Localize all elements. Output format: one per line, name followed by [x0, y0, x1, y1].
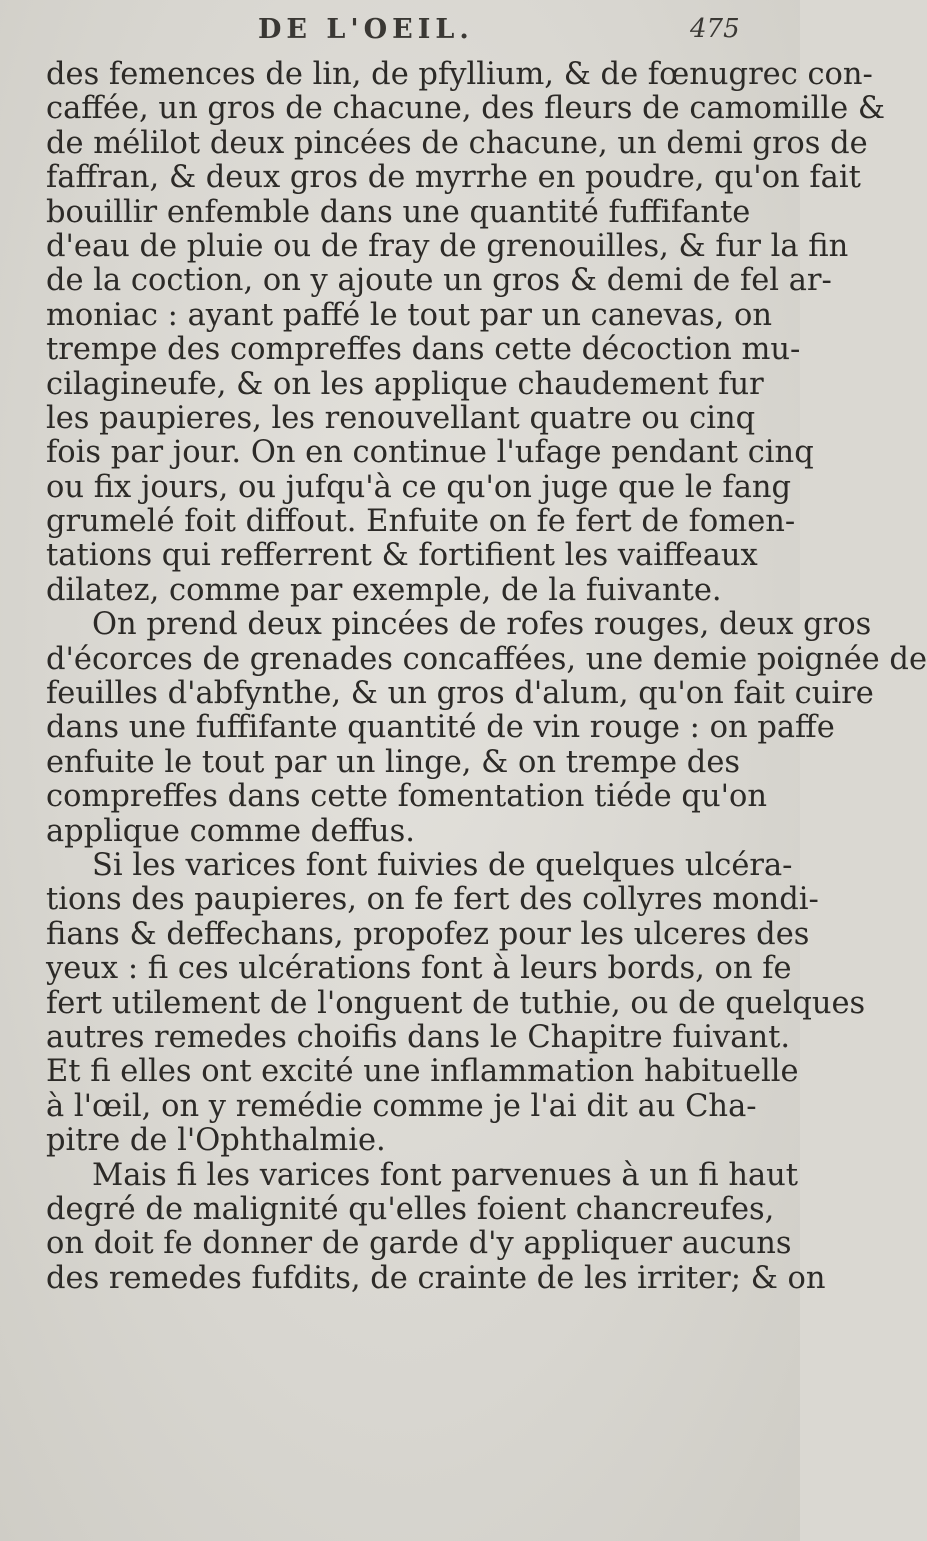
text-line: on doit fe donner de garde d'y appliquer aucuns [46, 1226, 792, 1262]
text-line: Et fi elles ont excité une inflammation habituelle [46, 1054, 799, 1090]
text-line: autres remedes choifis dans le Chapitre fuivant. [46, 1019, 791, 1055]
text-line: bouillir enfemble dans une quantité fuffifante [46, 194, 751, 230]
text-line: de mélilot deux pincées de chacune, un demi gros de [46, 125, 868, 161]
text-line: tations qui refferrent & fortifient les vaiffeaux [46, 538, 758, 574]
text-line: caffée, un gros de chacune, des fleurs de camomille & [46, 91, 885, 127]
text-line: fert utilement de l'onguent de tuthie, ou de quelques [46, 985, 866, 1021]
text-line: dilatez, comme par exemple, de la fuivante. [46, 572, 722, 608]
body-text [46, 57, 927, 1296]
text-line: des remedes fufdits, de crainte de les irriter; & on [46, 1260, 826, 1296]
page-header [0, 14, 800, 50]
text-line: des femences de lin, de pfyllium, & de fœnugrec con- [46, 57, 873, 92]
text-line: trempe des compreffes dans cette décoction mu- [46, 332, 801, 368]
text-line: fians & deffechans, propofez pour les ulceres des [46, 916, 810, 952]
text-line: tions des paupieres, on fe fert des collyres mondi- [46, 882, 819, 918]
text-line: fois par jour. On en continue l'ufage pendant cinq [46, 435, 814, 471]
paragraph-start-line: Mais fi les varices font parvenues à un fi haut [92, 1157, 799, 1193]
text-line: les paupieres, les renouvellant quatre ou cinq [46, 400, 756, 436]
text-line: d'eau de pluie ou de fray de grenouilles, & fur la fin [46, 228, 849, 264]
text-line: faffran, & deux gros de myrrhe en poudre, qu'on fait [46, 160, 861, 196]
text-line: degré de malignité qu'elles foient chancreufes, [46, 1191, 775, 1227]
running-head: DE L'OEIL. [258, 14, 474, 45]
text-line: pitre de l'Ophthalmie. [46, 1123, 386, 1159]
text-line: dans une fuffifante quantité de vin rouge : on paffe [46, 710, 835, 746]
page-number: 475 [690, 14, 740, 44]
paragraph-start-line: Si les varices font fuivies de quelques ulcéra- [92, 847, 793, 883]
text-line: yeux : fi ces ulcérations font à leurs bords, on fe [46, 951, 792, 987]
text-line: compreffes dans cette fomentation tiéde qu'on [46, 779, 767, 815]
text-line: cilagineufe, & on les applique chaudement fur [46, 366, 764, 402]
paragraph-start-line: On prend deux pincées de rofes rouges, deux gros [92, 607, 872, 643]
text-line: ou fix jours, ou jufqu'à ce qu'on juge que le fang [46, 469, 792, 505]
text-line: de la coction, on y ajoute un gros & demi de fel ar- [46, 263, 832, 299]
text-line: enfuite le tout par un linge, & on trempe des [46, 744, 741, 780]
text-line: grumelé foit diffout. Enfuite on fe fert de fomen- [46, 504, 796, 540]
text-line: d'écorces de grenades concaffées, une demie poignée de [46, 641, 927, 677]
text-line: à l'œil, on y remédie comme je l'ai dit au Cha- [46, 1088, 757, 1124]
text-line: moniac : ayant paffé le tout par un canevas, on [46, 297, 773, 333]
text-line: feuilles d'abfynthe, & un gros d'alum, qu'on fait cuire [46, 676, 874, 712]
text-line: applique comme deffus. [46, 813, 415, 849]
